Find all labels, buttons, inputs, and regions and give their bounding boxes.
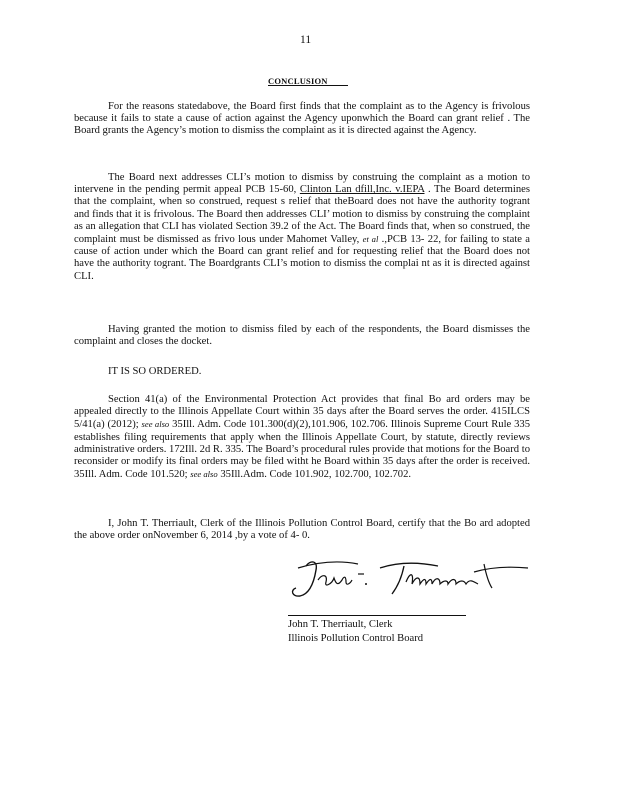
paragraph-so-ordered xyxy=(74,366,530,378)
case-name-clinton-landfill: Clinton Lan dfill,Inc. v.IEPA xyxy=(299,184,425,196)
paragraph-text: 35Ill.Adm. Code 101.902, 102.700, 102.702. xyxy=(217,469,412,481)
paragraph-clerk-certification xyxy=(74,518,530,542)
paragraph-appeal-rights xyxy=(74,394,530,481)
paragraph-board-findings-agency xyxy=(74,101,530,138)
paragraph-text: IT IS SO ORDERED. xyxy=(108,366,202,377)
section-heading-conclusion: CONCLUSION xyxy=(268,76,328,86)
paragraph-text: For the reasons statedabove, the Board first finds that the complaint as to the Agency is frivolous because it fails to state a cause of action against the Agency uponwhich the Board can grant relief . The Board grants the Agency’s motion to dismiss the complaint as it is directed against the Agency. xyxy=(74,101,530,137)
clerk-name: John T. Therriault, Clerk xyxy=(288,619,393,630)
citation-et-al: et al xyxy=(362,234,379,245)
citation-see-also: see also xyxy=(141,419,170,430)
heading-underline xyxy=(318,85,348,86)
paragraph-text: 35Ill. Adm. Code 101.300(d)(2),101.906, 102.706. Illinois Supreme Court Rule 335 establishes filing requirements that apply when the Illinois Appellate Court, by statute, directly reviews administrative orders. 172Ill. 2d R. 335. The Board’s procedural rules provide that motions for the Board to reconsider or modify its final orders may be filed witht he Board within 35 days after the order is received. 35Ill. Adm. Code 101.520; xyxy=(74,419,530,481)
paragraph-dismissal xyxy=(74,324,530,348)
clerk-title: Illinois Pollution Control Board xyxy=(288,633,424,644)
handwritten-signature xyxy=(288,554,538,604)
paragraph-text: Section 41(a) of the Environmental Protection Act provides that final Bo ard orders may be appealed directly to the Illinois Appellate Court within 35 days after the Board serves the order. 415ILCS 5/41(a) (2012); xyxy=(74,394,530,431)
paragraph-board-findings-cli xyxy=(74,172,530,283)
page-number: 11 xyxy=(300,34,312,46)
signature-line xyxy=(288,615,466,616)
paragraph-text: I, John T. Therriault, Clerk of the Illinois Pollution Control Board, certify that the Bo ard adopted the above order onNovember 6, 2014 ,by a vote of 4- 0. xyxy=(74,518,530,542)
paragraph-text: .,PCB 13- 22, for failing to state a cause of action under which the Board can grant relief and for requesting relief that the Board does not have the authority togrant. The Boardgrants CLI’s motion to dismiss the complai nt as it is directed against CLI. xyxy=(74,234,531,282)
citation-see-also: see also xyxy=(190,469,218,480)
paragraph-text: Having granted the motion to dismiss filed by each of the respondents, the Board dismisses the complaint and closes the docket. xyxy=(74,324,530,348)
paragraph-text: The Board next addresses CLI’s motion to dismiss by construing the complaint as a motion to intervene in the pending permit appeal PCB 15-60, xyxy=(74,172,530,196)
paragraph-text: . The Board determines that the complaint, when so construed, request s relief that theBoard does not have the authority togrant and finds that it is frivolous. The Board then addresses CLI’ motion to dismiss by construing the complaint as an allegation that CLI has violated Section 39.2 of the Act. The Board finds that, when so construed, the complaint must be dismissed as frivo lous under Mahomet Valley, xyxy=(74,184,530,246)
